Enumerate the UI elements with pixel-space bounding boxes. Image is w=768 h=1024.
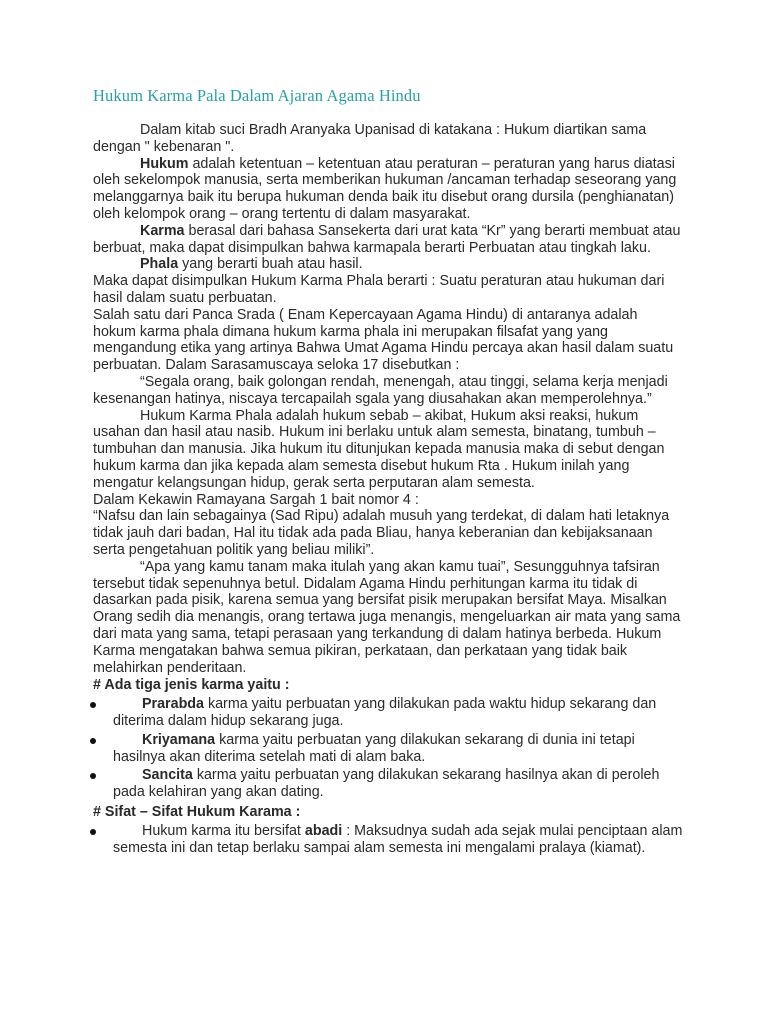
paragraph-ramayana-ref: Dalam Kekawin Ramayana Sargah 1 bait nomor 4 : xyxy=(93,491,419,508)
paragraph-sebab-akibat: Hukum Karma Phala adalah hukum sebab – akibat, Hukum aksi reaksi, hukum usahan dan hasil atau nasib. Hukum ini berlaku untuk alam semesta, binatang, tumbuh – tumbuhan dan manusia. Jika hukum itu ditunjukan kepada manusia maka di sebut dengan hukum karma dan jika kepada alam semesta disebut hukum Rta . Hukum inilah yang mengatur kelangsungan hidup, gerak serta perputaran alam semesta. xyxy=(93,407,665,491)
heading-sifat-karma: # Sifat – Sifat Hukum Karama : xyxy=(93,804,301,821)
paragraph-karma-text: berasal dari bahasa Sansekerta dari urat kata “Kr” yang berarti membuat atau berbuat, maka dapat disimpulkan bahwa karmapala berarti Perbuatan atau tingkah laku. xyxy=(93,222,681,256)
list-sifat-karma xyxy=(93,823,683,857)
term-kriyamana: Kriyamana xyxy=(142,731,216,748)
bullet-icon xyxy=(90,829,96,835)
bullet-icon xyxy=(90,702,96,708)
list-item-prarabda xyxy=(93,696,683,730)
term-hukum: Hukum xyxy=(140,155,189,172)
term-sancita: Sancita xyxy=(142,767,193,784)
bullet-icon xyxy=(90,738,96,744)
term-karma: Karma xyxy=(140,222,185,239)
list-item-prarabda-text: karma yaitu perbuatan yang dilakukan pada waktu hidup sekarang dan diterima dalam hidup sekarang juga. xyxy=(113,696,657,730)
term-phala: Phala xyxy=(140,256,179,273)
quote-ramayana: “Nafsu dan lain sebagainya (Sad Ripu) adalah musuh yang terdekat, di dalam hati letaknya tidak jauh dari badan, Hal itu tidak ada pada Bliau, hanya keberanian dan kebijaksanaan serta pengetahuan politik yang beliau miliki”. xyxy=(93,508,670,558)
term-abadi: abadi xyxy=(304,823,343,840)
paragraph-conclusion: Maka dapat disimpulkan Hukum Karma Phala berarti : Suatu peraturan atau hukuman dari hasil dalam suatu perbuatan. xyxy=(93,273,665,306)
document-title: Hukum Karma Pala Dalam Ajaran Agama Hindu xyxy=(93,86,421,105)
term-prarabda: Prarabda xyxy=(142,696,204,713)
paragraph-tanam-tuai: “Apa yang kamu tanam maka itulah yang akan kamu tuai”, Sesungguhnya tafsiran tersebut tidak sepenuhnya betul. Didalam Agama Hindu perhitungan karma itu tidak di dasarkan pada pisik, karena semua yang bersifat pisik merupakan bersifat Maya. Misalkan Orang sedih dia menangis, orang tertawa juga menangis, mengeluarkan air mata yang sama dari mata yang sama, tetapi perasaan yang terkandung di dalam hatinya berbeda. Hukum Karma mengatakan bahwa semua pikiran, perkataan, dan perkataan yang tidak baik melahirkan penderitaan. xyxy=(93,558,681,676)
bullet-icon xyxy=(90,773,96,779)
list-item-kriyamana xyxy=(93,732,683,766)
paragraph-hukum xyxy=(93,156,683,223)
quote-sarasamuscaya: “Segala orang, baik golongan rendah, menengah, atau tinggi, selama kerja menjadi kesenangan hatinya, niscaya tercapailah sgala yang diusahakan akan memperolehnya.” xyxy=(93,373,668,407)
list-jenis-karma xyxy=(93,696,683,801)
paragraph-karma xyxy=(93,223,683,257)
paragraph-panca-srada: Salah satu dari Panca Srada ( Enam Kepercayaan Agama Hindu) di antaranya adalah hokum karma phala dimana hukum karma phala ini merupakan filsafat yang yang mengandung etika yang artinya Bahwa Umat Agama Hindu percaya akan hasil dalam suatu perbuatan. Dalam Sarasamuscaya seloka 17 disebutkan : xyxy=(93,306,674,374)
heading-jenis-karma: # Ada tiga jenis karma yaitu : xyxy=(93,677,290,694)
document-body xyxy=(93,122,683,859)
list-item-sancita-text: karma yaitu perbuatan yang dilakukan sekarang hasilnya akan di peroleh pada kelahiran yang akan dating. xyxy=(113,767,660,801)
list-item-abadi-text: : Maksudnya sudah ada sejak mulai penciptaan alam semesta ini dan tetap berlaku sampai alam semesta ini mengalami pralaya (kiamat). xyxy=(113,823,683,856)
list-item-abadi-pre: Hukum karma itu bersifat xyxy=(142,823,305,840)
paragraph-phala-text: yang berarti buah atau hasil. xyxy=(178,256,363,273)
paragraph-intro: Dalam kitab suci Bradh Aranyaka Upanisad di katakana : Hukum diartikan sama dengan " kebenaran ". xyxy=(93,122,647,155)
paragraph-phala xyxy=(93,256,683,273)
paragraph-hukum-text: adalah ketentuan – ketentuan atau peraturan – peraturan yang harus diatasi oleh sekelompok manusia, serta memberikan hukuman /ancaman terhadap seseorang yang melanggarnya baik itu berupa hukuman denda baik itu disebut orang dursila (penghianatan) oleh kelompok orang – orang tertentu di dalam masyarakat. xyxy=(93,155,677,222)
list-item-kriyamana-text: karma yaitu perbuatan yang dilakukan sekarang di dunia ini tetapi hasilnya akan diterima setelah mati di alam baka. xyxy=(113,731,635,765)
list-item-abadi xyxy=(93,823,683,857)
list-item-sancita xyxy=(93,767,683,801)
